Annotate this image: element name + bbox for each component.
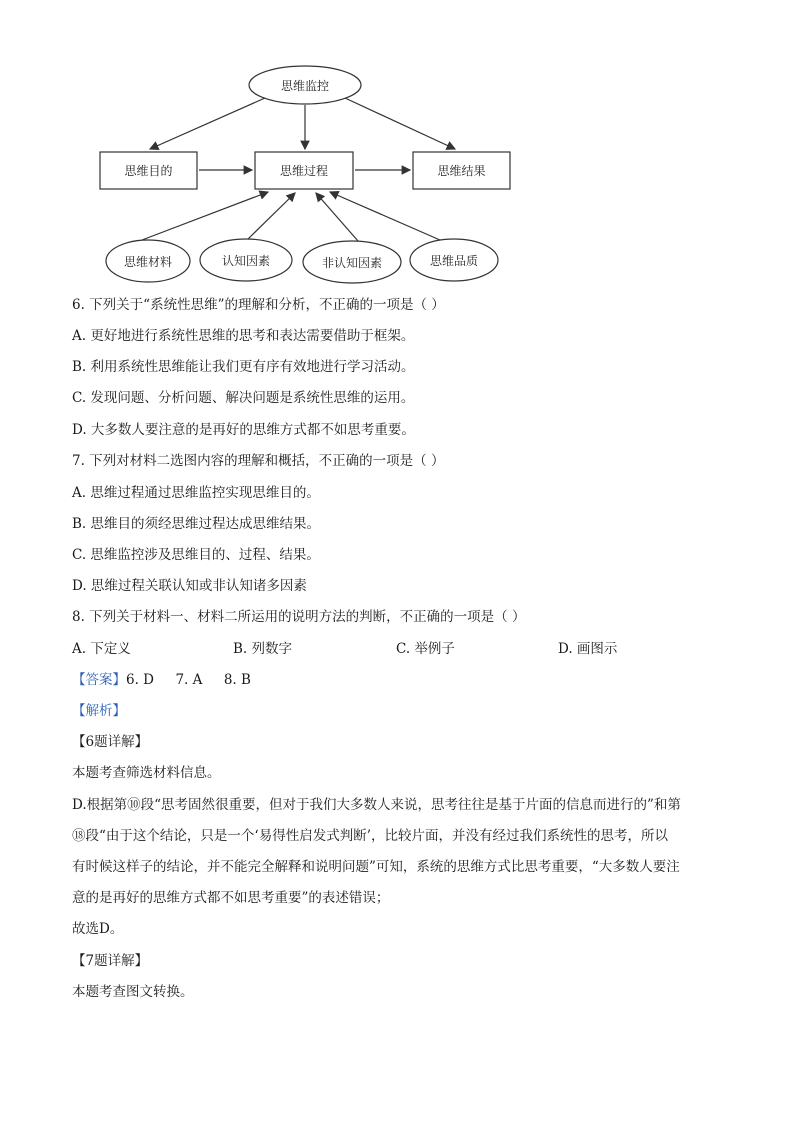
q7-option-a: A. 思维过程通过思维监控实现思维目的。 [72,485,320,501]
node-quality: 思维品质 [429,253,478,268]
d7-intro: 本题考查图文转换。 [72,984,194,1000]
d6-paragraph-3: 有时候这样子的结论，并不能完全解释和说明问题”可知，系统的思维方式比思考重要，“大多数人要注 [72,859,680,875]
node-process: 思维过程 [279,164,328,178]
analysis-label: 【解析】 [72,703,126,719]
d6-paragraph-1: D.根据第⑩段“思考固然很重要，但对于我们大多数人来说，思考往往是基于片面的信息而进行的”和第 [72,797,681,813]
d6-intro: 本题考查筛选材料信息。 [72,765,221,781]
q7-stem: 7. 下列对材料二选图内容的理解和概括，不正确的一项是（ ） [72,453,445,469]
d6-paragraph-4: 意的是再好的思维方式都不如思考重要”的表述错误； [72,890,390,906]
q8-option-a: A. 下定义 [72,641,131,657]
q8-option-d: D. 画图示 [558,641,618,657]
q7-option-d: D. 思维过程关联认知或非认知诸多因素 [72,578,307,594]
q8-option-c: C. 举例子 [396,641,455,657]
thinking-diagram [90,60,530,290]
q6-option-c: C. 发现问题、分析问题、解决问题是系统性思维的运用。 [72,390,415,406]
q6-option-b: B. 利用系统性思维能让我们更有序有效地进行学习活动。 [72,359,415,375]
q7-option-c: C. 思维监控涉及思维目的、过程、结果。 [72,547,320,563]
node-material: 思维材料 [123,254,172,269]
answer-line [72,671,251,689]
q8-option-b: B. 列数字 [233,641,293,657]
d6-paragraph-2: ⑱段“由于这个结论，只是一个‘易得性启发式判断’，比较片面，并没有经过我们系统性的思考，所以 [72,828,668,844]
q7-option-b: B. 思维目的须经思维过程达成思维结果。 [72,516,321,532]
q6-stem: 6. 下列关于“系统性思维”的理解和分析，不正确的一项是（ ） [72,297,445,313]
q8-stem: 8. 下列关于材料一、材料二所运用的说明方法的判断，不正确的一项是（ ） [72,609,526,625]
q6-option-a: A. 更好地进行系统性思维的思考和表达需要借助于框架。 [72,328,415,344]
answer-text: 6. D 7. A 8. B [126,672,251,688]
node-purpose: 思维目的 [124,164,173,178]
d6-conclusion: 故选D。 [72,921,124,937]
d7-heading: 【7题详解】 [72,953,149,969]
node-cognitive: 认知因素 [221,253,270,268]
node-noncognitive: 非认知因素 [321,255,382,270]
node-monitor: 思维监控 [280,78,329,93]
d6-heading: 【6题详解】 [72,734,149,750]
q6-option-d: D. 大多数人要注意的是再好的思维方式都不如思考重要。 [72,422,415,438]
node-result: 思维结果 [437,164,486,178]
answer-label: 【答案】 [72,672,126,688]
